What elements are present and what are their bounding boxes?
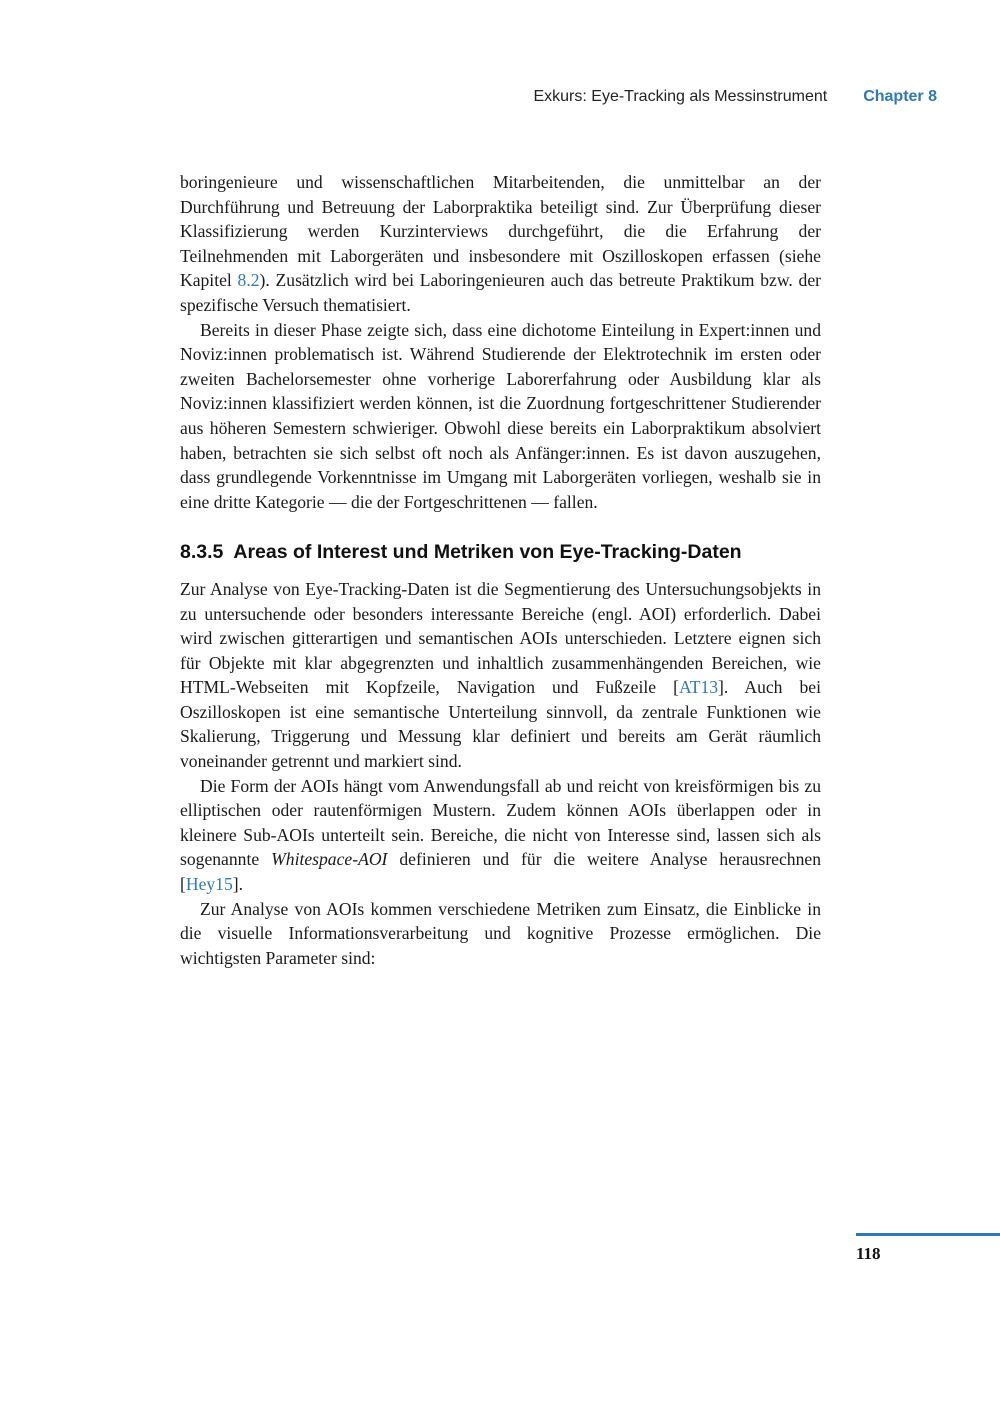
page-number: 118 <box>856 1244 881 1263</box>
body-text <box>180 170 821 970</box>
whitespace-aoi-term: Whitespace-AOI <box>271 849 388 870</box>
section-number: 8.3.5 <box>180 541 224 564</box>
citation-link-at13[interactable]: AT13 <box>678 677 719 698</box>
section-title: Areas of Interest und Metriken von Eye-Tracking-Daten <box>233 541 742 564</box>
paragraph-aoi-shape: Die Form der AOIs hängt vom Anwendungsfall ab und reicht von kreisförmigen bis zu elliptischen oder rautenförmigen Mustern. Zudem können AOIs überlappen oder in kleinere Sub-AOIs unterteilt sein. Bereiche, die nicht von Interesse sind, lassen sich als sogenannte Whitespace-AOI definieren und für die weitere Analyse herausrechnen [Hey15]. <box>180 775 821 895</box>
footer-rule <box>856 1233 1000 1236</box>
paragraph-continued: boringenieure und wissenschaftlichen Mitarbeitenden, die unmittelbar an der Durchführung und Betreuung der Laborpraktika beteiligt sind. Zur Überprüfung dieser Klassifizierung werden Kurzinterviews durchgeführt, die die Erfahrung der Teilnehmenden mit Laborgeräten und insbesondere mit Oszilloskopen erfassen (siehe Kapitel 8.2). Zusätzlich wird bei Laboringenieuren auch das betreute Praktikum bzw. der spezifische Versuch thematisiert. <box>180 172 821 315</box>
chapter-cross-reference-link[interactable]: 8.2 <box>237 270 260 291</box>
running-header-title: Exkurs: Eye-Tracking als Messinstrument <box>533 88 828 105</box>
running-header <box>180 88 937 106</box>
paragraph-metrics: Zur Analyse von AOIs kommen verschiedene Metriken zum Einsatz, die Einblicke in die visuelle Informationsverarbeitung und kognitive Prozesse ermöglichen. Die wichtigsten Parameter sind: <box>180 898 821 968</box>
paragraph-classification: Bereits in dieser Phase zeigte sich, dass eine dichotome Einteilung in Expert:innen und Noviz:innen problematisch ist. Während Studierende der Elektrotechnik im ersten oder zweiten Bachelorsemester ohne vorherige Laborerfahrung oder Ausbildung klar als Noviz:innen klassifiziert werden können, ist die Zuordnung fortgeschrittener Studierender aus höheren Semestern schwieriger. Obwohl diese bereits ein Laborpraktikum absolviert haben, betrachten sie sich selbst oft noch als Anfänger:innen. Es ist davon auszugehen, dass grundlegende Vorkenntnisse im Umgang mit Laborgeräten vorliegen, weshalb sie in eine dritte Kategorie — die der Fortgeschrittenen — fallen. <box>180 319 821 512</box>
paragraph-aoi-segmentation: Zur Analyse von Eye-Tracking-Daten ist die Segmentierung des Untersuchungsobjekts in zu untersuchende oder besonders interessante Bereiche (engl. AOI) erforderlich. Dabei wird zwischen gitterartigen und semantischen AOIs unterschieden. Letztere eignen sich für Objekte mit klar abgegrenzten und inhaltlich zusammenhängenden Bereichen, wie HTML-Webseiten mit Kopfzeile, Navigation und Fußzeile [AT13]. Auch bei Oszilloskopen ist eine semantische Unterteilung sinnvoll, da zentrale Funktionen wie Skalierung, Triggerung und Messung klar definiert und bereits am Gerät räumlich voneinander getrennt und markiert sind. <box>180 578 821 772</box>
citation-link-hey15[interactable]: Hey15 <box>185 874 233 895</box>
section-heading <box>180 540 821 565</box>
chapter-label: Chapter 8 <box>863 88 937 105</box>
